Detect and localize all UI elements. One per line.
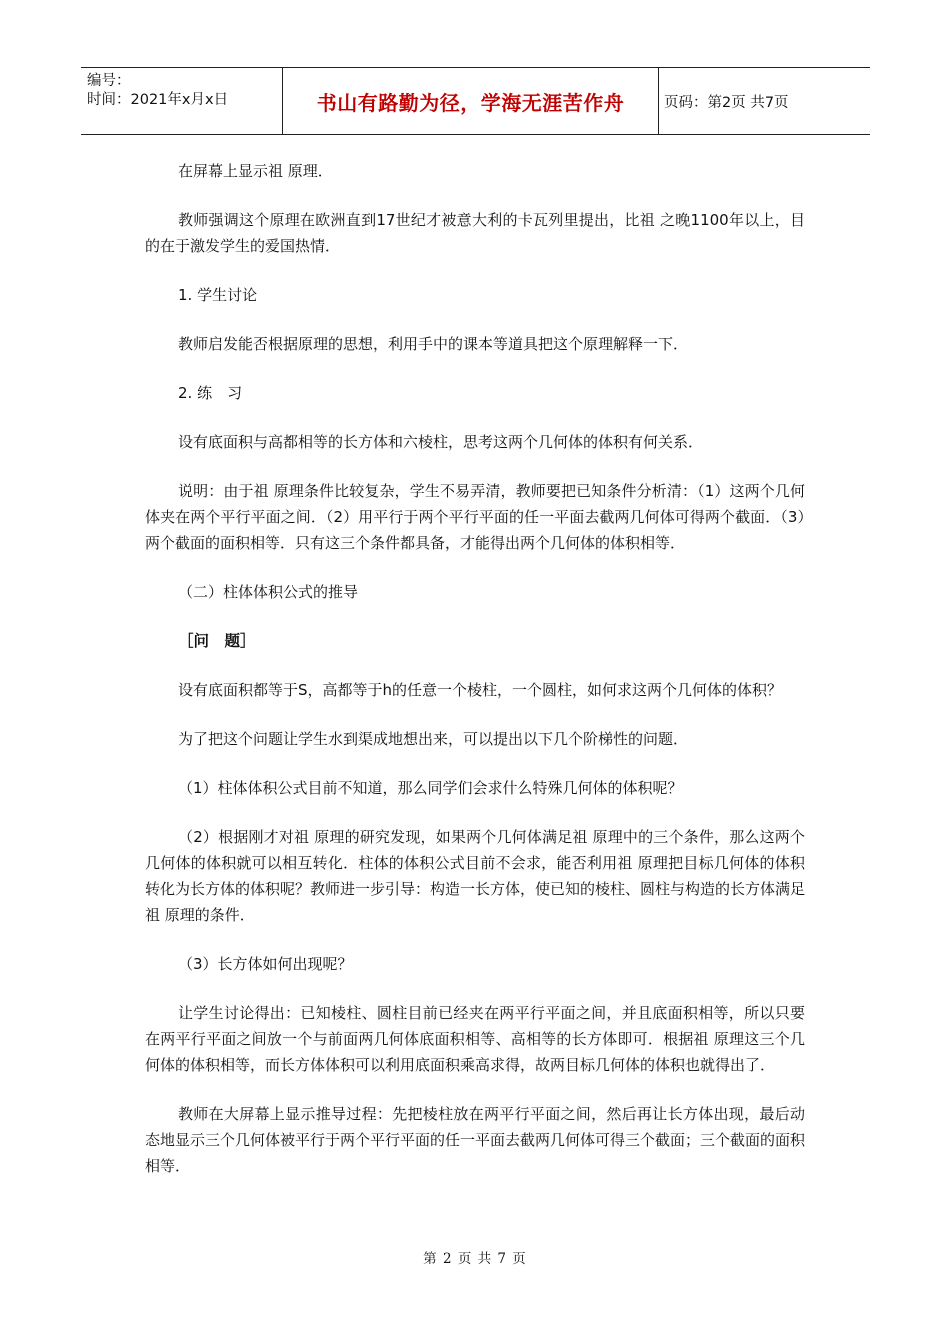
question-item: （2）根据刚才对祖 原理的研究发现，如果两个几何体满足祖 原理中的三个条件，那么这两个几何体的体积就可以相互转化．柱体的体积公式目前不会求，能否利用祖 原理把目标几何体的体积转化为长方体的体积呢？教师进一步引导：构造一长方体，使已知的棱柱、圆柱与构造的长方体满足祖 原理的条件． <box>145 828 806 924</box>
section-heading: 1. 学生讨论 <box>178 286 258 304</box>
document-time-label: 时间：2021年x月x日 <box>87 92 229 108</box>
section-heading: 2. 练 习 <box>178 384 243 402</box>
section-heading: （二）柱体体积公式的推导 <box>178 583 359 601</box>
header-motto: 书山有路勤为径，学海无涯苦作舟 <box>283 68 659 134</box>
paragraph: 说明：由于祖 原理条件比较复杂，学生不易弄清，教师要把已知条件分析清：（1）这两个几何体夹在两个平行平面之间．（2）用平行于两个平行平面的任一平面去截两几何体可得两个截面．（3）两个截面的面积相等．只有这三个条件都具备，才能得出两个几何体的体积相等． <box>145 482 805 552</box>
page-header <box>81 67 870 135</box>
paragraph: 让学生讨论得出：已知棱柱、圆柱目前已经夹在两平行平面之间，并且底面积相等，所以只要在两平行平面之间放一个与前面两几何体底面积相等、高相等的长方体即可．根据祖 原理这三个几何体的体积相等，而长方体体积可以利用底面积乘高求得，故两目标几何体的体积也就得出了． <box>145 1004 805 1074</box>
problem-heading: ［问 题］ <box>178 632 256 650</box>
paragraph: 教师在大屏幕上显示推导过程：先把棱柱放在两平行平面之间，然后再让长方体出现，最后动态地显示三个几何体被平行于两个平行平面的任一平面去截两几何体可得三个截面；三个截面的面积相等． <box>145 1105 806 1175</box>
header-page-info: 页码：第2页 共7页 <box>664 94 789 111</box>
page-footer: 第 2 页 共 7 页 <box>423 1251 527 1267</box>
question-item: （3）长方体如何出现呢？ <box>178 955 353 973</box>
paragraph: 为了把这个问题让学生水到渠成地想出来，可以提出以下几个阶梯性的问题． <box>178 730 689 748</box>
question-item: （1）柱体体积公式目前不知道，那么同学们会求什么特殊几何体的体积呢？ <box>178 779 683 797</box>
paragraph: 在屏幕上显示祖 原理． <box>178 162 333 180</box>
paragraph: 设有底面积与高都相等的长方体和六棱柱，思考这两个几何体的体积有何关系． <box>178 433 704 451</box>
header-meta <box>81 68 283 134</box>
paragraph: 设有底面积都等于S，高都等于h的任意一个棱柱，一个圆柱，如何求这两个几何体的体积？ <box>178 681 783 699</box>
paragraph: 教师启发能否根据原理的思想，利用手中的课本等道具把这个原理解释一下． <box>178 335 689 353</box>
document-number-label: 编号： <box>87 73 131 89</box>
paragraph: 教师强调这个原理在欧洲直到17世纪才被意大利的卡瓦列里提出，比祖 之晚1100年以上，目的在于激发学生的爱国热情． <box>145 211 805 255</box>
document-body <box>145 158 805 1202</box>
